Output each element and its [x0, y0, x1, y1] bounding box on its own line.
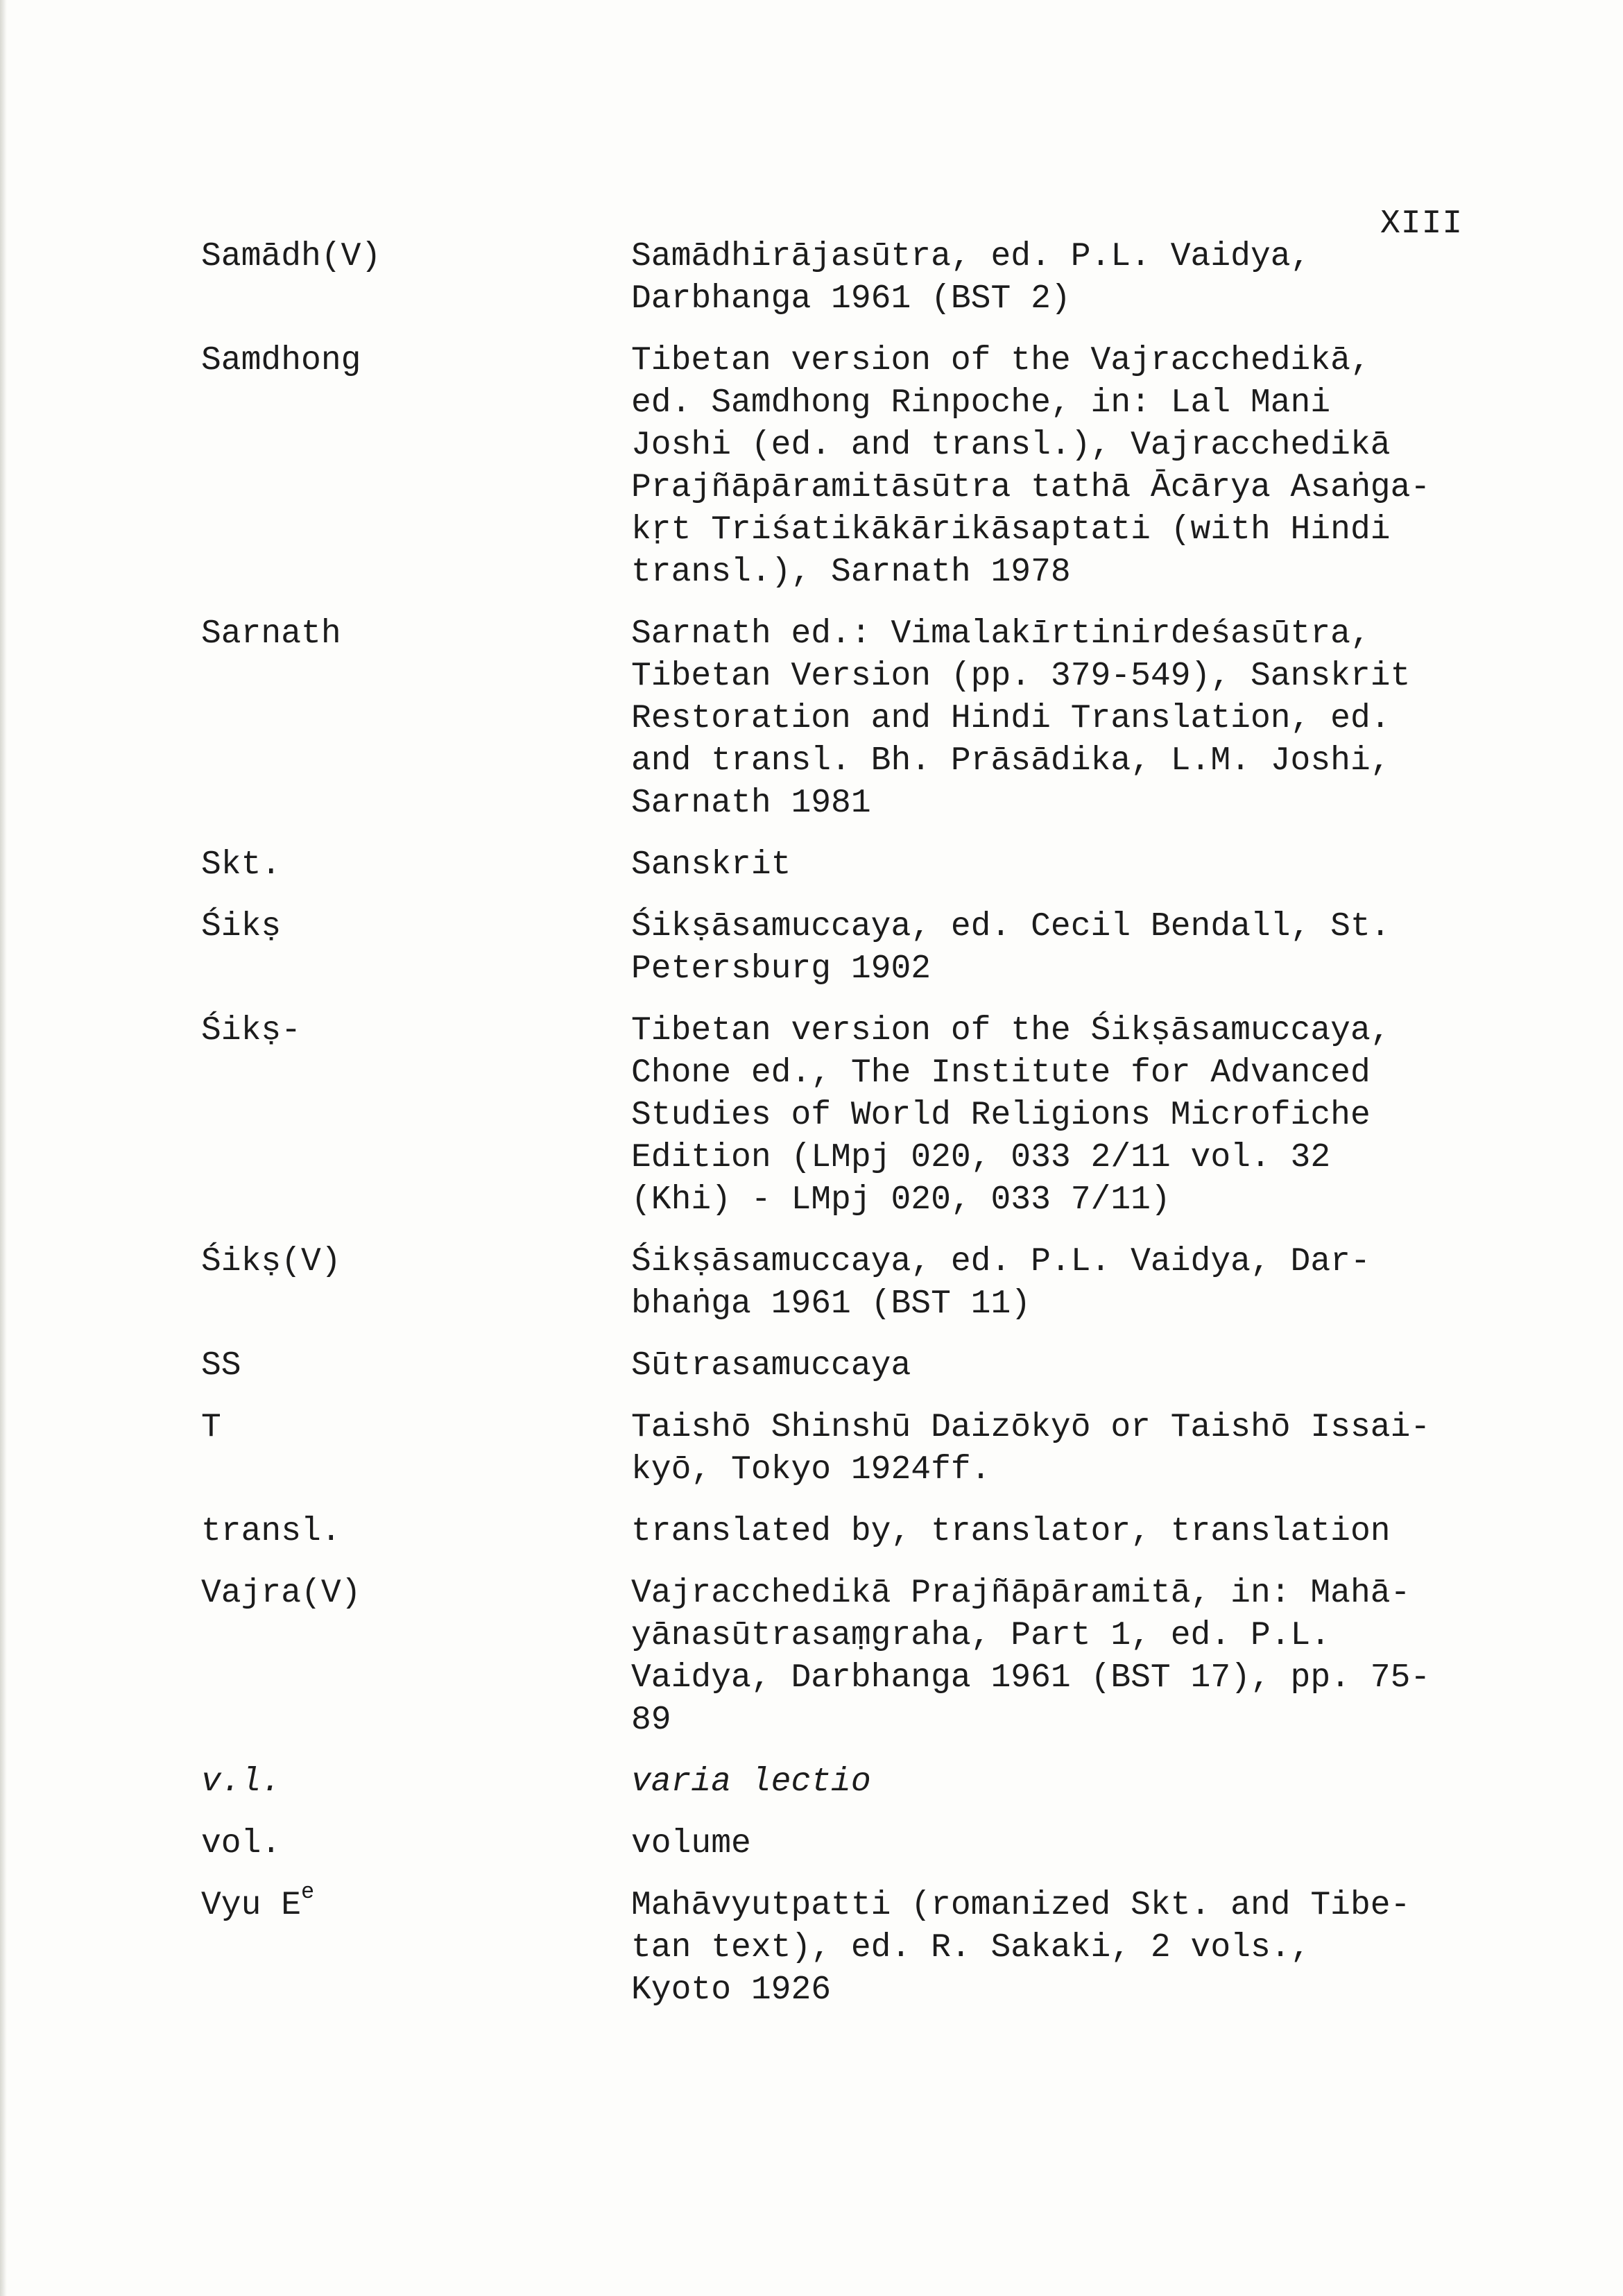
abbreviation [201, 1879, 631, 1927]
abbreviation: vol. [201, 1825, 282, 1862]
list-item [201, 1761, 1498, 1804]
abbreviation-description: varia lectio [631, 1763, 871, 1801]
list-item [201, 1823, 1498, 1865]
list-item [201, 340, 1498, 594]
abbreviation-description: Tibetan version of the Vajracchedikā, ed. Samdhong Rinpoche, in: Lal Mani Joshi (ed. and transl.), Vajracchedikā Prajñāpāramitāsūtra tathā Ācārya Asaṅga- kṛt Triśatikākārikāsaptati (with Hindi transl.), Sarnath 1978 [631, 342, 1431, 591]
list-item [201, 1511, 1498, 1553]
list-item [201, 236, 1498, 320]
page-edge-shadow [0, 0, 7, 2296]
list-item [201, 1345, 1498, 1387]
abbreviation: Śikṣ- [201, 1012, 302, 1050]
abbreviation-description: Samādhirājasūtra, ed. P.L. Vaidya, Darbhanga 1961 (BST 2) [631, 238, 1311, 318]
abbreviation: Samdhong [201, 342, 361, 379]
abbreviation: T [201, 1409, 221, 1446]
abbreviation: Samādh(V) [201, 238, 381, 275]
abbreviation-description: Sūtrasamuccaya [631, 1347, 911, 1385]
abbreviation-description: Vajracchedikā Prajñāpāramitā, in: Mahā- yānasūtrasaṃgraha, Part 1, ed. P.L. Vaidya, Darbhanga 1961 (BST 17), pp. 75- 89 [631, 1575, 1431, 1739]
abbreviation: Vajra(V) [201, 1575, 361, 1612]
list-item [201, 1879, 1498, 2012]
list-item [201, 1010, 1498, 1222]
abbreviation-text: Vyu E [201, 1887, 302, 1924]
abbreviation-description: Sanskrit [631, 846, 791, 884]
list-item [201, 844, 1498, 886]
abbreviation: Śikṣ [201, 908, 282, 945]
abbreviation-description: Tibetan version of the Śikṣāsamuccaya, Chone ed., The Institute for Advanced Studies of World Religions Microfiche Edition (LMpj 020, 033 2/11 vol. 32 (Khi) - LMpj 020, 033 7/11) [631, 1012, 1391, 1219]
abbreviation: SS [201, 1347, 241, 1385]
abbreviation-description: Sarnath ed.: Vimalakīrtinirdeśasūtra, Tibetan Version (pp. 379-549), Sanskrit Restoration and Hindi Translation, ed. and transl. Bh. Prāsādika, L.M. Joshi, Sarnath 1981 [631, 615, 1411, 822]
abbreviation-list [201, 236, 1498, 2031]
abbreviation-superscript: e [301, 1879, 315, 1905]
abbreviation-description: volume [631, 1825, 751, 1862]
abbreviation-description: translated by, translator, translation [631, 1513, 1391, 1550]
abbreviation-description: Śikṣāsamuccaya, ed. P.L. Vaidya, Dar- bhaṅga 1961 (BST 11) [631, 1243, 1371, 1323]
abbreviation: Sarnath [201, 615, 341, 653]
abbreviation: v.l. [201, 1763, 282, 1801]
abbreviation: Śikṣ(V) [201, 1243, 341, 1280]
abbreviation-description: Mahāvyutpatti (romanized Skt. and Tibe- tan text), ed. R. Sakaki, 2 vols., Kyoto 1926 [631, 1887, 1411, 2009]
abbreviation: transl. [201, 1513, 341, 1550]
page-number: XIII [1380, 205, 1463, 243]
abbreviation: Skt. [201, 846, 282, 884]
abbreviation-description: Taishō Shinshū Daizōkyō or Taishō Issai- kyō, Tokyo 1924ff. [631, 1409, 1431, 1489]
list-item [201, 613, 1498, 825]
list-item [201, 1573, 1498, 1742]
list-item [201, 1407, 1498, 1491]
list-item [201, 906, 1498, 991]
list-item [201, 1241, 1498, 1326]
abbreviation-description: Śikṣāsamuccaya, ed. Cecil Bendall, St. Petersburg 1902 [631, 908, 1391, 988]
